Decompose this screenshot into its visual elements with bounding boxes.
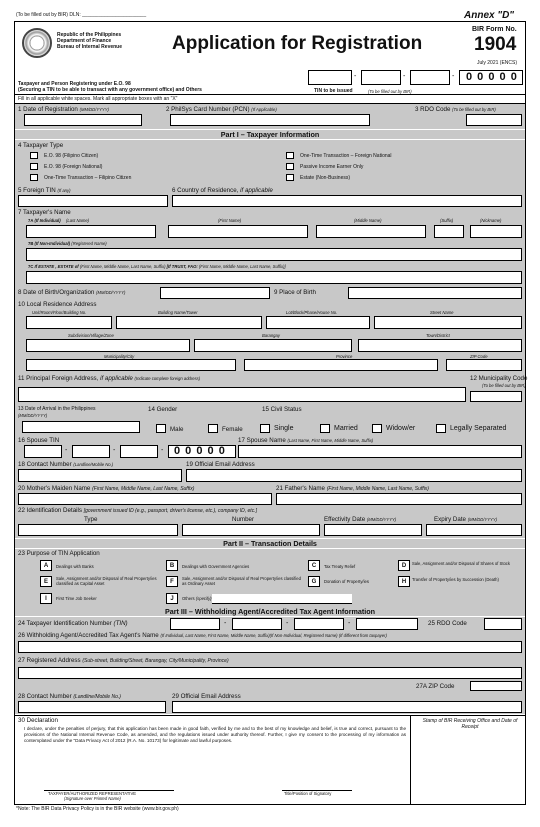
field-5-note: (If any) (57, 188, 71, 193)
id-expiry-input[interactable] (426, 524, 522, 536)
taxpayer-type-label: 4 Taxpayer Type (18, 142, 64, 149)
field-27-label: 27 Registered Address (18, 657, 81, 664)
field-6-note: if applicable (240, 187, 273, 194)
others-specify-note: (specify) (195, 596, 212, 601)
field-7c-trust-cols: (First Name, Middle Name, Last Name, Suffix)] (198, 264, 286, 269)
field-29-label: 29 Official Email Address (172, 693, 241, 700)
purpose-text: Sale, Assignment and/or Disposal of Real Property/ies classified as Ordinary Asset (182, 576, 301, 586)
id-date-note: (MM/DD/YYYY) (366, 517, 397, 522)
lot-block-input[interactable] (266, 316, 370, 329)
field-11-note2: (Indicate complete foreign address) (134, 376, 201, 381)
field-12-note: (To be filled out by BIR) (482, 383, 526, 388)
field-21-note: (First Name, Middle Name, Last Name, Suffix) (326, 486, 429, 492)
agent-rdo-input[interactable] (484, 618, 522, 630)
purpose-text: Dealings with Banks (56, 564, 94, 569)
id-col-label: Effectivity Date (324, 516, 366, 523)
id-date-note: (MM/DD/YYYY) (467, 517, 498, 522)
field-17-note: (Last Name, First Name, Middle Name, Suffix) (287, 438, 374, 443)
nickname-input[interactable] (470, 225, 522, 238)
addr-col-label: Subdivision/Village/Zone (68, 333, 114, 338)
field-9-label: 9 Place of Birth (274, 289, 316, 296)
spouse-tin-zeros: 0 0 0 0 0 (174, 445, 226, 457)
addr-col-label: Lot/Block/Phase/House No. (286, 310, 338, 315)
taxpayer-line1: Taxpayer and Person Registering under E.O. 98 (18, 81, 131, 87)
field-21-label: 21 Father's Name (276, 485, 325, 492)
addr-col-label: Province (336, 354, 353, 359)
field-13-label: 13 Date of Arrival in the Philippines (18, 406, 96, 412)
purpose-checkbox-c[interactable]: C (308, 560, 320, 571)
taxpayer-type-checkbox[interactable] (286, 163, 294, 170)
purpose-text: Donation of Property/ies (324, 579, 369, 584)
taxpayer-type-option: One-Time Transaction – Filipino Citizen (44, 175, 132, 181)
taxpayer-type-option: Passive Income Earner Only (300, 164, 364, 170)
bir-seal-icon (22, 28, 52, 58)
id-col-label: Expiry Date (434, 516, 466, 523)
gender-male-checkbox[interactable] (156, 424, 166, 433)
municipality-code-input[interactable] (470, 391, 522, 402)
civil-option: Widow/er (386, 425, 416, 432)
field-7c-note: If ESTATE , ESTATE of (34, 264, 79, 269)
field-7b-label: 7B (28, 241, 34, 246)
field-14-label: 14 Gender (148, 406, 178, 413)
municipality-city-input[interactable] (26, 359, 236, 371)
purpose-checkbox-i[interactable]: I (40, 593, 52, 604)
field-20-note: (First Name, Middle Name, Last Name, Suffix) (92, 486, 195, 492)
middle-name-input[interactable] (316, 225, 426, 238)
field-15-label: 15 Civil Status (262, 406, 302, 413)
fathers-name-input[interactable] (276, 493, 522, 505)
taxpayer-type-checkbox[interactable] (286, 174, 294, 181)
civil-option: Married (334, 425, 358, 432)
annex-label: Annex "D" (464, 10, 515, 21)
purpose-checkbox-b[interactable]: B (166, 560, 178, 571)
field-10-label: 10 Local Residence Address (18, 301, 97, 308)
field-7a-note: (If Individual) (34, 218, 61, 223)
gender-female-checkbox[interactable] (208, 424, 218, 433)
field-6-label: 6 Country of Residence, (172, 187, 239, 194)
stamp-divider (410, 715, 411, 804)
field-7c-label: 7C (28, 264, 34, 269)
agency-line: Department of Finance (57, 38, 112, 44)
name-col-label: (Suffix) (440, 218, 454, 223)
estate-trust-input[interactable] (26, 271, 522, 284)
field-8-label: 8 Date of Birth/Organization (18, 289, 95, 296)
field-19-label: 19 Official Email Address (186, 461, 255, 468)
addr-col-label: Barangay (262, 333, 280, 338)
zip-code-input[interactable] (446, 359, 522, 371)
purpose-text: Transfer of Property/ies by Succession (Death) (412, 577, 499, 582)
id-effectivity-input[interactable] (324, 524, 422, 536)
addr-col-label: Municipality/City (104, 354, 135, 359)
civil-married-checkbox[interactable] (320, 424, 330, 433)
addr-col-label: Town/District (426, 333, 450, 338)
tin-issued-boxes[interactable]: - - - 0 0 0 0 0 (308, 70, 528, 85)
field-27a-label: 27A ZIP Code (416, 683, 455, 690)
purpose-checkbox-h[interactable]: H (398, 576, 410, 587)
tin-issued-label: TIN to be issued (314, 88, 353, 94)
province-input[interactable] (244, 359, 438, 371)
stamp-label: Stamp of BIR Receiving Office and Date of Receipt (422, 718, 518, 730)
agency-block (57, 32, 157, 50)
form-title: Application for Registration (172, 33, 423, 54)
declaration-text: I declare, under the penalties of perjury, that this application has been made in good faith, verified by me and to the best of my knowledge and belief, is true and correct, pursuant to the provisions of the National Internal Revenue Code, as amended, and the regulations issued under authority thereof. Further, I give my consent to the processing of my information as contemplated under the "Data Privacy Act of 2012 (R.A. No. 10173) for legitimate and lawful purposes. (24, 726, 406, 743)
gender-option: Female (222, 426, 243, 433)
field-30-label: 30 Declaration (18, 717, 58, 724)
country-of-residence-input[interactable] (172, 195, 522, 207)
form-version: July 2021 (ENCS) (477, 60, 518, 66)
civil-option: Legally Separated (450, 425, 507, 432)
field-20-label: 20 Mother's Maiden Name (18, 485, 91, 492)
taxpayer-type-checkbox[interactable] (286, 152, 294, 159)
id-number-input[interactable] (182, 524, 320, 536)
field-7a-label: 7A (28, 218, 34, 223)
unit-room-input[interactable] (26, 316, 112, 329)
addr-col-label: Unit/Room/Floor/Building No. (32, 310, 87, 315)
field-18-label: 18 Contact Number (18, 461, 72, 468)
pcn-input[interactable] (170, 114, 370, 126)
taxpayer-line2: (Securing a TIN to be able to transact with any government office) and Others (18, 87, 202, 93)
field-17-label: 17 Spouse Name (238, 437, 286, 444)
id-col-label: Number (232, 516, 255, 523)
part2-header: Part II – Transaction Details (15, 539, 525, 548)
date-of-registration-input[interactable] (24, 114, 142, 126)
spouse-name-input[interactable] (238, 445, 522, 458)
field-8-note: (MM/DD/YYYY) (96, 290, 126, 295)
form-label: BIR Form No. (472, 26, 517, 33)
field-22-label: 22 Identification Details (18, 507, 82, 514)
field-12-label: 12 Municipality Code (470, 375, 528, 382)
field-25-label: 25 RDO Code (428, 620, 467, 627)
suffix-input[interactable] (434, 225, 464, 238)
signatory-label: TAXPAYER/AUTHORIZED REPRESENTATIVE (48, 791, 137, 796)
field-23-label: 23 Purpose of TIN Application (18, 550, 100, 557)
taxpayer-type-checkbox[interactable] (30, 174, 38, 181)
field-28-label: 28 Contact Number (18, 693, 72, 700)
field-7c-cols: (First Name, Middle Name, Last Name, Suffix) (79, 264, 166, 269)
field-7b-registered: (Registered Name) (71, 241, 107, 246)
part1-header: Part I – Taxpayer Information (15, 130, 525, 139)
mothers-name-input[interactable] (18, 493, 272, 505)
taxpayer-type-option: Estate (Non-Business) (300, 175, 351, 181)
agent-email-input[interactable] (172, 701, 522, 713)
name-col-label: (Nickname) (480, 218, 502, 223)
place-of-birth-input[interactable] (348, 287, 522, 299)
footnote: *Note: The BIR Data Privacy Policy is in the BIR website (www.bir.gov.ph) (16, 806, 179, 812)
purpose-checkbox-a[interactable]: A (40, 560, 52, 571)
taxpayer-type-checkbox[interactable] (30, 152, 38, 159)
name-col-label: (Middle Name) (354, 218, 382, 223)
field-13-note: (MM/DD/YYYY) (18, 413, 48, 418)
field-16-label: 16 Spouse TIN (18, 437, 60, 444)
field-1-label: 1 Date of Registration (18, 106, 78, 113)
field-7-label: 7 Taxpayer's Name (18, 209, 71, 216)
agent-name-input[interactable] (18, 641, 522, 653)
purpose-checkbox-g[interactable]: G (308, 576, 320, 587)
spouse-tin-boxes[interactable]: - - - 0 0 0 0 0 (24, 445, 236, 458)
purpose-text: Others (182, 596, 195, 601)
agent-tin-boxes[interactable]: - - - (170, 618, 420, 630)
contact-number-input[interactable] (18, 469, 182, 482)
id-type-input[interactable] (18, 524, 178, 536)
agency-line: Bureau of Internal Revenue (57, 44, 123, 50)
purpose-text: First Time Job Seeker (56, 596, 97, 601)
field-7b-note: (If Non-Individual) (34, 241, 71, 246)
gender-option: Male (170, 426, 184, 433)
street-name-input[interactable] (374, 316, 522, 329)
instruction-text: Fill in all applicable white spaces. Mark all appropriate boxes with an "X" (18, 96, 178, 102)
subdivision-input[interactable] (26, 339, 190, 352)
agent-address-input[interactable] (18, 667, 522, 679)
date-of-arrival-input[interactable] (22, 421, 140, 433)
position-label: Title/Position of Signatory (284, 791, 332, 796)
foreign-address-input[interactable] (18, 387, 466, 402)
field-7c-trust: [If TRUST, FAO: (166, 264, 198, 269)
email-input[interactable] (186, 469, 522, 482)
field-26-note: (If Individual, Last Name, First Name, Middle Name, Suffix)(If Non-Individual, Registered Name) (If different from taxpayer) (160, 633, 387, 638)
civil-option: Single (274, 425, 294, 432)
signatory-note: (Signature over Printed Name) (64, 796, 121, 801)
purpose-text: Sale, Assignment and/or Disposal of Real Property/ies classified as Capital Asset (56, 576, 157, 586)
field-2-note: (If Applicable) (251, 107, 277, 112)
tin-issued-zeros: 0 0 0 0 0 (466, 71, 518, 83)
civil-single-checkbox[interactable] (260, 424, 270, 433)
part3-header: Part III – Withholding Agent/Accredited Tax Agent Information (15, 607, 525, 616)
tin-issued-note: (To be filled out by BIR) (368, 89, 412, 94)
field-5-label: 5 Foreign TIN (18, 187, 56, 194)
taxpayer-type-option: One-Time Transaction – Foreign National (300, 153, 392, 159)
agency-line: Republic of the Philippines (57, 32, 122, 38)
taxpayer-type-option: E.O. 98 (Foreign National) (44, 164, 103, 170)
others-specify-input[interactable] (212, 594, 352, 604)
rdo-code-input[interactable] (466, 114, 522, 126)
purpose-checkbox-d[interactable]: D (398, 560, 410, 571)
field-22-note: [government issued ID (e.g., passport, driver's license, etc.), company ID, etc.] (83, 508, 257, 514)
building-name-input[interactable] (116, 316, 262, 329)
form-number: 1904 (474, 34, 517, 55)
town-district-input[interactable] (358, 339, 522, 352)
taxpayer-type-option: E.O. 98 (Filipino Citizen) (44, 153, 99, 159)
field-28-note: (Landline/Mobile No.) (73, 694, 121, 700)
field-27-note: (Sub-street, Building/Street, Barangay, City/Municipality, Province) (82, 658, 229, 664)
purpose-checkbox-f[interactable]: F (166, 576, 178, 587)
field-18-note: (Landline/Mobile No.) (73, 462, 114, 467)
first-name-input[interactable] (168, 225, 308, 238)
civil-widow-checkbox[interactable] (372, 424, 382, 433)
purpose-text: Tax Treaty Relief (324, 564, 356, 569)
name-col-label: (Last Name) (66, 218, 90, 223)
addr-col-label: ZIP Code (470, 354, 488, 359)
purpose-text: Dealings with Government Agencies (182, 564, 250, 569)
id-col-label: Type (84, 516, 98, 523)
name-col-label: (First Name) (218, 218, 242, 223)
purpose-checkbox-e[interactable]: E (40, 576, 52, 587)
dln-note: (To be filled out by BIR) DLN: _______________________ (16, 12, 147, 18)
field-3-note: (To be filled out by BIR) (452, 107, 496, 112)
agent-contact-input[interactable] (18, 701, 166, 713)
purpose-checkbox-j[interactable]: J (166, 593, 178, 604)
field-11-note: if applicable (100, 375, 133, 382)
field-11-label: 11 Principal Foreign Address, (18, 375, 99, 382)
civil-separated-checkbox[interactable] (436, 424, 446, 433)
registered-name-input[interactable] (26, 248, 522, 261)
field-26-label: 26 Withholding Agent/Accredited Tax Agent's Name (18, 632, 159, 639)
agent-zip-input[interactable] (470, 681, 522, 691)
field-3-label: 3 RDO Code (415, 106, 451, 113)
field-2-label: 2 PhilSys Card Number (PCN) (166, 106, 250, 113)
date-of-birth-input[interactable] (160, 287, 270, 299)
addr-col-label: Street Name (430, 310, 454, 315)
purpose-text: Sale, Assignment and/or Disposal of Shares of Stock (412, 561, 510, 566)
foreign-tin-input[interactable] (18, 195, 168, 207)
addr-col-label: Building Name/Tower (158, 310, 198, 315)
field-24-note: (TIN) (113, 620, 128, 627)
barangay-input[interactable] (194, 339, 352, 352)
field-24-label: 24 Taxpayer Identification Number (18, 620, 112, 627)
taxpayer-type-checkbox[interactable] (30, 163, 38, 170)
last-name-input[interactable] (26, 225, 156, 238)
field-1-note: (MM/DD/YYYY) (79, 107, 109, 112)
